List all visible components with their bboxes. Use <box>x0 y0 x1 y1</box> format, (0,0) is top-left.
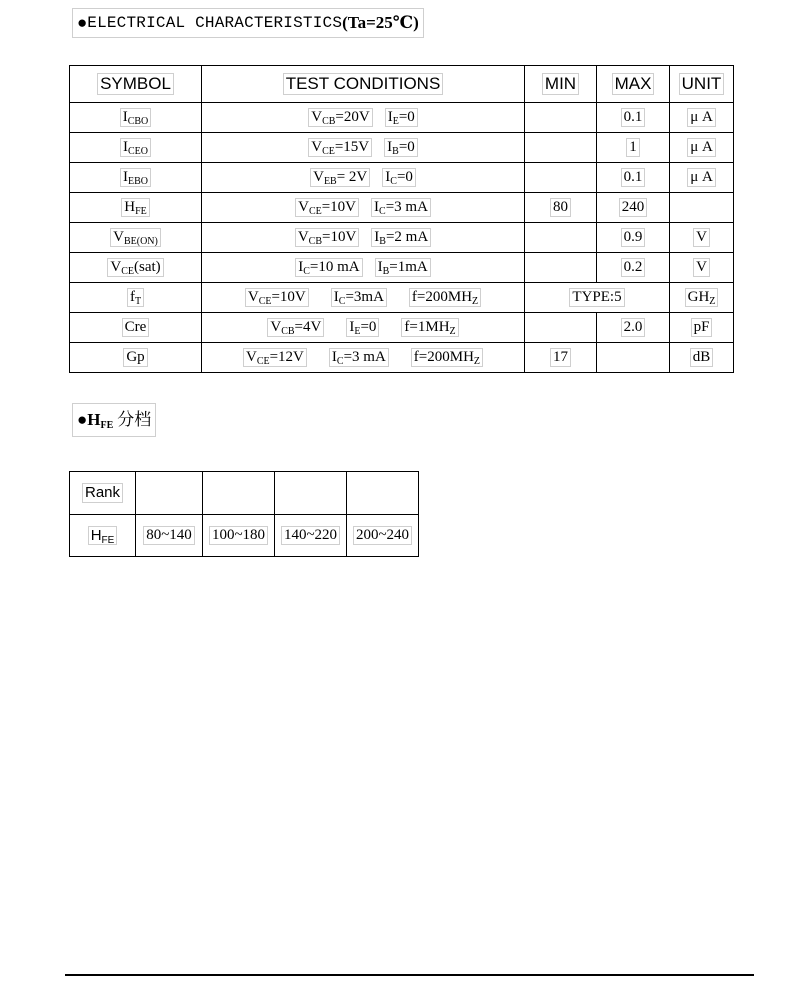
condition-tail: =10V <box>322 228 357 245</box>
condition <box>409 288 481 307</box>
hfe-symbol: $H_{FE}$ <box>87 410 114 432</box>
condition-main: V <box>311 138 323 155</box>
condition <box>295 258 362 277</box>
max-cell <box>597 103 670 133</box>
rank-label: Rank <box>82 483 123 502</box>
rank-cell <box>275 472 347 515</box>
symbol-sub: EBO <box>128 175 148 187</box>
condition-main: I <box>374 198 380 215</box>
condition-main: f=1MH <box>404 318 450 335</box>
condition-main: V <box>297 228 309 245</box>
table-body <box>70 103 734 373</box>
hfe-range-cell <box>203 515 275 557</box>
condition-sub: C <box>303 265 310 277</box>
test-condition-cell <box>202 103 525 133</box>
max-cell <box>597 223 670 253</box>
unit-cell <box>670 313 734 343</box>
condition-tail: =0 <box>398 108 415 125</box>
symbol-sub: FE <box>135 205 147 217</box>
min-cell <box>525 193 597 223</box>
max-cell <box>597 343 670 373</box>
condition-tail: =4V <box>294 318 322 335</box>
condition-sub: B <box>379 235 386 247</box>
condition-main: V <box>247 288 259 305</box>
table-header-row <box>70 66 734 103</box>
unit-value: V <box>693 228 710 247</box>
symbol <box>120 138 151 157</box>
symbol <box>120 168 151 187</box>
header-unit: UNIT <box>679 73 725 95</box>
condition-tail: =12V <box>269 348 304 365</box>
symbol-cell <box>70 283 202 313</box>
condition <box>382 168 416 187</box>
min-cell <box>525 133 597 163</box>
header-cell-symbol <box>70 66 202 103</box>
footer-divider <box>65 974 754 976</box>
max-value: 0.9 <box>621 228 646 247</box>
symbol-main: I <box>122 108 128 125</box>
header-min: MIN <box>542 73 579 95</box>
condition-sub: B <box>382 265 390 277</box>
symbol-main: H <box>124 198 136 215</box>
condition-main: I <box>387 138 393 155</box>
condition-tail: = 2V <box>336 168 368 185</box>
section-title: ELECTRICAL CHARACTERISTICS <box>87 13 343 32</box>
unit-cell <box>670 133 734 163</box>
condition-tail: =10V <box>271 288 306 305</box>
min-cell <box>525 163 597 193</box>
condition-tail: =0 <box>396 168 413 185</box>
condition-main: I <box>349 318 355 335</box>
symbol <box>122 318 150 337</box>
hfe-range-cell <box>275 515 347 557</box>
condition-sub: C <box>379 205 386 217</box>
condition-main: V <box>311 108 323 125</box>
condition-sub: Z <box>472 295 479 307</box>
symbol-cell <box>70 133 202 163</box>
symbol-main: I <box>123 168 128 185</box>
condition-tail: =1mA <box>389 258 428 275</box>
header-test-conditions: TEST CONDITIONS <box>283 73 444 95</box>
unit-value: μ A <box>687 108 716 127</box>
symbol-main: I <box>123 138 128 155</box>
unit-cell <box>670 223 734 253</box>
condition-sub: CE <box>258 295 272 307</box>
unit-value: μ A <box>687 138 716 157</box>
section-heading-electrical <box>72 8 424 38</box>
rank-cell <box>347 472 419 515</box>
hfe-range: 80~140 <box>143 526 195 545</box>
symbol-cell <box>70 313 202 343</box>
condition <box>375 258 431 277</box>
condition <box>331 288 387 307</box>
hfe-row <box>70 515 419 557</box>
condition-sub: C <box>336 355 344 367</box>
max-value: 0.1 <box>621 168 646 187</box>
header-max: MAX <box>612 73 655 95</box>
section-title-rank: 分档 <box>117 410 152 430</box>
test-condition-cell <box>202 133 525 163</box>
condition-main: f=200MH <box>413 348 474 365</box>
min-cell <box>525 343 597 373</box>
condition-sub: EB <box>323 175 337 187</box>
min-value: 17 <box>550 348 571 367</box>
condition-sub: C <box>338 295 346 307</box>
condition-main: V <box>298 198 309 215</box>
table-row <box>70 343 734 373</box>
condition-sub: CE <box>256 355 270 367</box>
symbol-cell <box>70 103 202 133</box>
rank-cell <box>136 472 203 515</box>
rank-row <box>70 472 419 515</box>
min-cell <box>525 253 597 283</box>
condition-main: I <box>374 228 380 245</box>
condition-tail: =3 mA <box>343 348 386 365</box>
condition-sub: C <box>390 175 397 187</box>
symbol-cell <box>70 163 202 193</box>
section-condition: (Ta=25℃) <box>342 13 419 33</box>
symbol <box>127 288 144 307</box>
table-row <box>70 253 734 283</box>
symbol-main: Gp <box>126 348 145 365</box>
typ-value: TYPE:5 <box>569 288 624 307</box>
condition <box>329 348 389 367</box>
table-row <box>70 283 734 313</box>
max-value: 1 <box>626 138 640 157</box>
condition <box>310 168 370 187</box>
max-cell <box>597 133 670 163</box>
hfe-range-cell <box>347 515 419 557</box>
typ-cell <box>525 283 670 313</box>
condition <box>371 228 431 247</box>
min-cell <box>525 223 597 253</box>
symbol <box>121 198 150 217</box>
condition-tail: =15V <box>334 138 370 155</box>
condition <box>267 318 324 337</box>
min-value: 80 <box>550 198 571 217</box>
max-value: 2.0 <box>621 318 646 337</box>
symbol-sub: BE(ON) <box>123 235 158 247</box>
table-row <box>70 103 734 133</box>
table-row <box>70 313 734 343</box>
condition <box>243 348 307 367</box>
symbol-sub: CE <box>121 265 134 277</box>
max-value: 240 <box>619 198 648 217</box>
table-row <box>70 193 734 223</box>
condition-main: I <box>333 288 339 305</box>
unit-value: pF <box>691 318 713 337</box>
condition <box>401 318 458 337</box>
max-cell <box>597 193 670 223</box>
condition-tail: =10 mA <box>309 258 360 275</box>
test-condition-cell <box>202 343 525 373</box>
condition-tail: =20V <box>335 108 370 125</box>
condition-main: I <box>298 258 304 275</box>
max-cell <box>597 313 670 343</box>
symbol-cell <box>70 193 202 223</box>
unit-value <box>685 288 719 307</box>
condition-main: I <box>387 108 393 125</box>
symbol-main: Cre <box>124 318 147 335</box>
condition-main: I <box>385 168 391 185</box>
hfe-range: 140~220 <box>281 526 340 545</box>
max-value: 0.1 <box>621 108 646 127</box>
symbol-main: V <box>110 258 122 275</box>
max-cell <box>597 253 670 283</box>
bullet-icon: ● <box>77 410 88 430</box>
condition-tail: =0 <box>360 318 377 335</box>
condition-sub: CB <box>308 235 322 247</box>
symbol-cell <box>70 253 202 283</box>
symbol-sub: T <box>134 295 142 307</box>
test-condition-cell <box>202 283 525 313</box>
condition <box>411 348 483 367</box>
condition <box>245 288 309 307</box>
header-symbol: SYMBOL <box>97 73 174 95</box>
hfe-label: $H_{FE}$ <box>88 526 118 545</box>
unit-cell <box>670 163 734 193</box>
unit-cell <box>670 283 734 313</box>
unit-value: μ A <box>687 168 716 187</box>
condition-sub: CE <box>322 145 335 157</box>
condition-main: I <box>377 258 383 275</box>
hfe-range: 100~180 <box>209 526 268 545</box>
rank-label-cell <box>70 472 136 515</box>
max-cell <box>597 163 670 193</box>
table-row <box>70 223 734 253</box>
symbol-main: V <box>113 228 124 245</box>
section-heading-hfe-rank <box>72 403 156 437</box>
condition-main: f=200MH <box>411 288 473 305</box>
header-cell-min <box>525 66 597 103</box>
condition-tail: =3 mA <box>385 198 428 215</box>
symbol-sub: CBO <box>127 115 149 127</box>
condition <box>308 108 372 127</box>
condition-tail: =10V <box>321 198 357 215</box>
condition-tail: =3mA <box>345 288 384 305</box>
condition-sub: CB <box>281 325 295 337</box>
header-cell-max <box>597 66 670 103</box>
symbol-main: f <box>129 288 135 305</box>
condition-main: V <box>270 318 282 335</box>
condition <box>384 138 418 157</box>
symbol-sub: CEO <box>128 145 148 157</box>
condition-main: I <box>331 348 337 365</box>
unit-value-sub: Z <box>709 295 716 307</box>
test-condition-cell <box>202 193 525 223</box>
condition-sub: Z <box>473 355 481 367</box>
symbol-tail: (sat) <box>133 258 161 275</box>
hfe-label-cell <box>70 515 136 557</box>
condition <box>308 138 372 157</box>
header-cell-unit <box>670 66 734 103</box>
condition-main: V <box>313 168 324 185</box>
table-row <box>70 133 734 163</box>
symbol <box>123 348 147 367</box>
unit-cell <box>670 103 734 133</box>
condition-tail: =2 mA <box>385 228 429 245</box>
test-condition-cell <box>202 223 525 253</box>
condition <box>346 318 379 337</box>
condition <box>371 198 431 217</box>
condition-sub: E <box>392 115 399 127</box>
symbol <box>110 228 161 247</box>
condition-sub: CB <box>322 115 336 127</box>
table-row <box>70 163 734 193</box>
condition-main: V <box>245 348 257 365</box>
symbol <box>120 108 152 127</box>
condition-sub: E <box>354 325 361 337</box>
min-cell <box>525 313 597 343</box>
rank-cell <box>203 472 275 515</box>
condition-tail: =0 <box>398 138 415 155</box>
symbol-cell <box>70 223 202 253</box>
unit-cell <box>670 253 734 283</box>
header-cell-conditions <box>202 66 525 103</box>
condition-sub: CE <box>308 205 322 217</box>
unit-cell <box>670 343 734 373</box>
test-condition-cell <box>202 253 525 283</box>
test-condition-cell <box>202 163 525 193</box>
hfe-range: 200~240 <box>353 526 412 545</box>
unit-value: V <box>693 258 710 277</box>
bullet-icon: ● <box>77 13 88 33</box>
min-cell <box>525 103 597 133</box>
max-value: 0.2 <box>621 258 646 277</box>
condition-sub: Z <box>449 325 456 337</box>
condition <box>295 228 359 247</box>
condition <box>295 198 359 217</box>
unit-cell <box>670 193 734 223</box>
symbol-cell <box>70 343 202 373</box>
condition-sub: B <box>392 145 399 157</box>
hfe-rank-table <box>69 471 419 557</box>
hfe-range-cell <box>136 515 203 557</box>
condition <box>385 108 418 127</box>
symbol <box>107 258 163 277</box>
unit-value-main: GH <box>687 288 710 305</box>
test-condition-cell <box>202 313 525 343</box>
electrical-characteristics-table <box>69 65 734 373</box>
unit-value: dB <box>690 348 714 367</box>
